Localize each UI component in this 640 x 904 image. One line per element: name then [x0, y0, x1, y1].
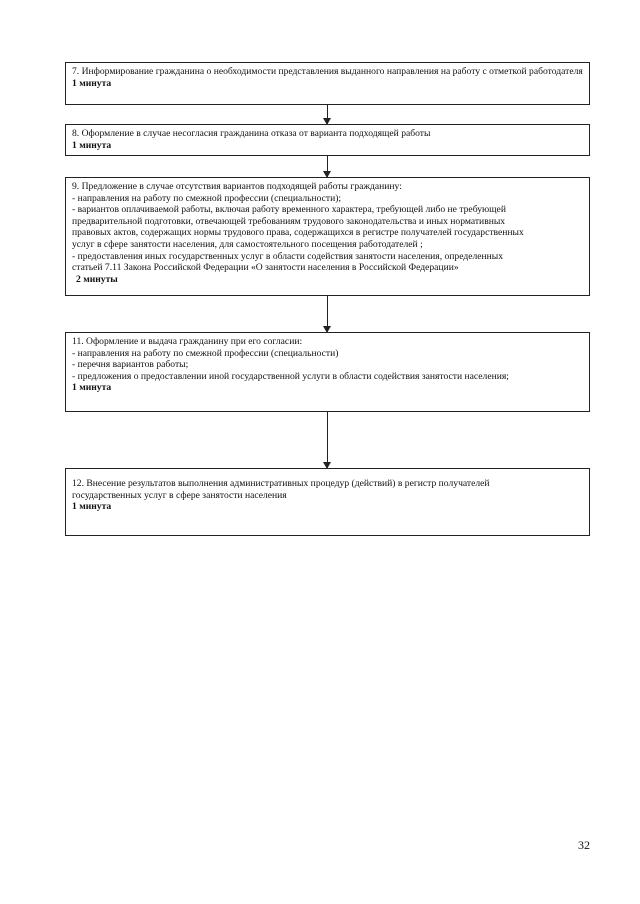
step-9-line: - предоставления иных государственных услуг в области содействия занятости населения, определенных [72, 250, 504, 262]
step-9-line: статьей 7.11 Закона Российской Федерации «О занятости населения в Российской Федерации» [72, 262, 459, 274]
step-9-line: - вариантов оплачиваемой работы, включая работу временного характера, требующей либо не требующей [72, 204, 506, 216]
step-11-line: - перечня вариантов работы; [72, 359, 189, 371]
arrow-8-9 [327, 156, 328, 177]
step-9-duration: 2 минуты [76, 273, 118, 285]
step-8-duration: 1 минута [72, 139, 112, 151]
step-11-line: - предложения о предоставлении иной государственной услуги в области содействия занятости населения; [72, 370, 509, 382]
step-12-line: 12. Внесение результатов выполнения административных процедур (действий) в регистр получателей [72, 478, 490, 489]
step-8-box [65, 124, 590, 156]
step-9-line: услуг в сфере занятости населения, для самостоятельного посещения работодателей ; [72, 238, 423, 250]
step-11-line: - направления на работу по смежной профессии (специальности) [72, 347, 339, 359]
step-8-text: 8. Оформление в случае несогласия гражданина отказа от варианта подходящей работы [72, 128, 431, 139]
step-7-duration: 1 минута [72, 77, 112, 89]
step-12-box [65, 468, 590, 536]
step-12-duration: 1 минута [72, 501, 112, 513]
arrow-11-12 [327, 412, 328, 468]
arrow-7-8 [327, 105, 328, 124]
arrow-9-11 [327, 296, 328, 332]
step-7-text: 7. Информирование гражданина о необходимости представления выданного направления на работу с отметкой работодателя [72, 66, 583, 77]
step-12-line: государственных услуг в сфере занятости населения [72, 489, 287, 501]
page-number: 32 [578, 838, 590, 852]
step-11-line: 11. Оформление и выдача гражданину при его согласии: [72, 336, 303, 347]
step-9-box [65, 177, 590, 296]
step-7-box [65, 62, 590, 105]
step-11-duration: 1 минута [72, 382, 112, 394]
step-9-line: - направления на работу по смежной профессии (специальности); [72, 192, 342, 204]
step-11-box [65, 332, 590, 412]
step-9-line: 9. Предложение в случае отсутствия вариантов подходящей работы гражданину: [72, 181, 402, 192]
step-9-line: правовых актов, содержащих нормы трудового права, содержащихся в регистре получателей государственных [72, 227, 524, 239]
step-9-line: предварительной подготовки, отвечающей требованиям трудового законодательства и иных нормативных [72, 215, 506, 227]
